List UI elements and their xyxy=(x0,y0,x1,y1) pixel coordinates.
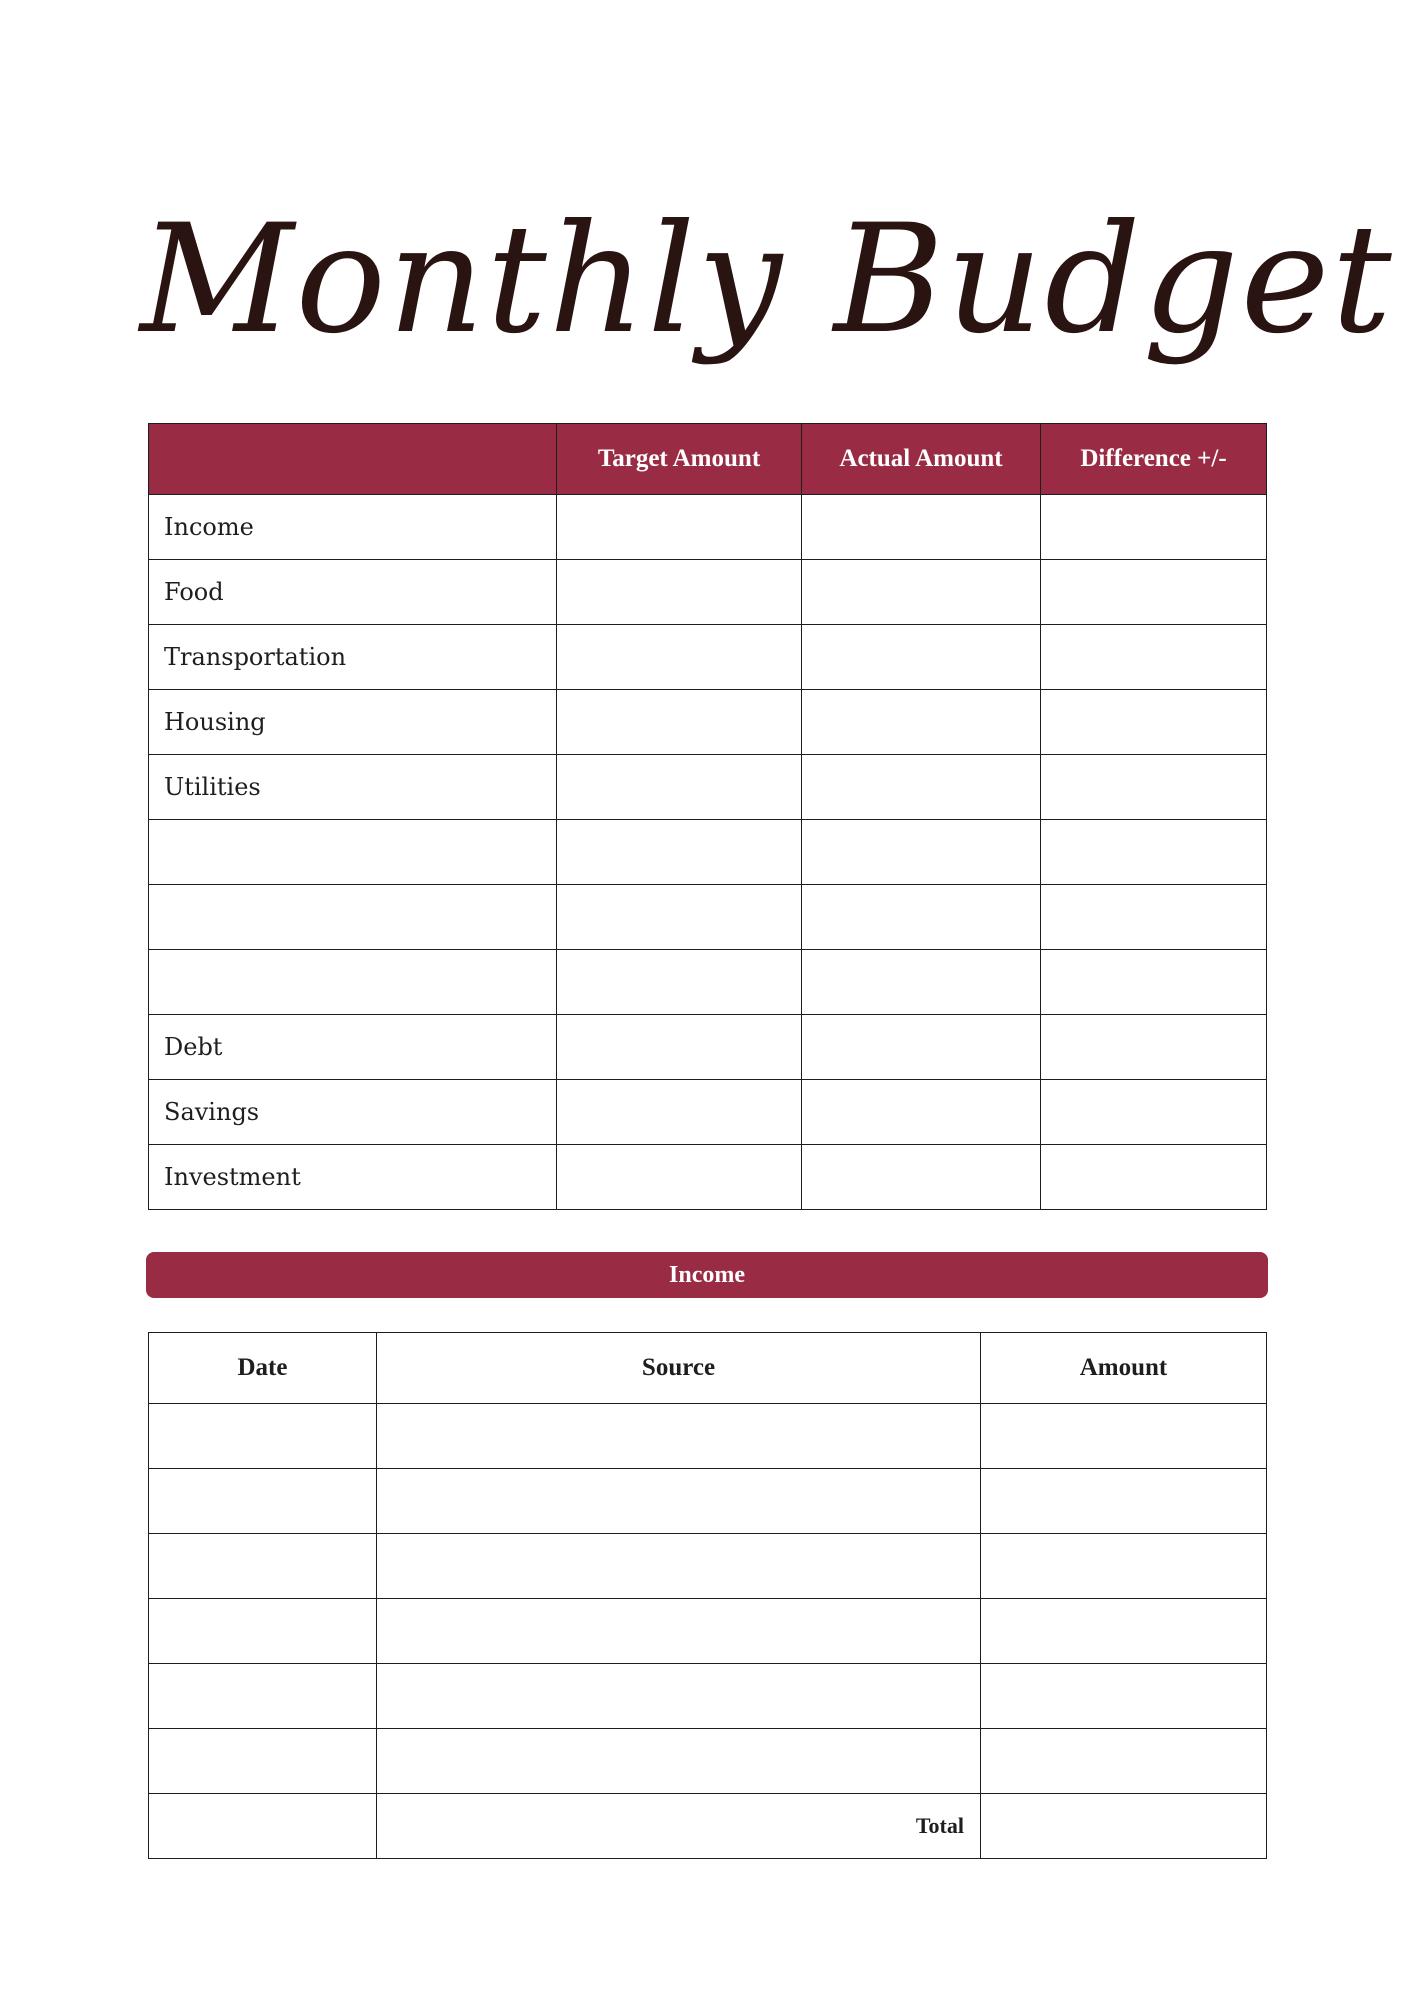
income-table xyxy=(148,1332,1267,1859)
budget-row xyxy=(149,1015,1267,1080)
budget-row xyxy=(149,755,1267,820)
budget-row xyxy=(149,1145,1267,1210)
actual-amount-cell[interactable] xyxy=(802,885,1041,950)
target-amount-cell[interactable] xyxy=(557,495,802,560)
budget-category-cell: Housing xyxy=(149,690,557,755)
target-amount-cell[interactable] xyxy=(557,950,802,1015)
budget-row xyxy=(149,885,1267,950)
budget-table xyxy=(148,423,1267,1210)
actual-amount-cell[interactable] xyxy=(802,625,1041,690)
income-row xyxy=(149,1534,1267,1599)
budget-header-target: Target Amount xyxy=(557,424,802,495)
budget-row xyxy=(149,1080,1267,1145)
income-source-cell[interactable] xyxy=(377,1599,981,1664)
income-date-cell[interactable] xyxy=(149,1599,377,1664)
budget-category-cell: Food xyxy=(149,560,557,625)
income-source-cell[interactable] xyxy=(377,1469,981,1534)
budget-category-cell: Income xyxy=(149,495,557,560)
page-title: Monthly Budget xyxy=(140,193,1394,367)
budget-row xyxy=(149,495,1267,560)
budget-header-difference: Difference +/- xyxy=(1041,424,1267,495)
difference-cell[interactable] xyxy=(1041,885,1267,950)
income-source-cell[interactable] xyxy=(377,1729,981,1794)
income-total-value-cell[interactable] xyxy=(981,1794,1267,1859)
budget-row xyxy=(149,690,1267,755)
target-amount-cell[interactable] xyxy=(557,1080,802,1145)
income-row xyxy=(149,1599,1267,1664)
budget-row xyxy=(149,625,1267,690)
budget-row xyxy=(149,560,1267,625)
actual-amount-cell[interactable] xyxy=(802,1145,1041,1210)
budget-category-cell[interactable] xyxy=(149,885,557,950)
actual-amount-cell[interactable] xyxy=(802,1015,1041,1080)
budget-category-cell: Utilities xyxy=(149,755,557,820)
budget-row xyxy=(149,820,1267,885)
income-total-blank-cell xyxy=(149,1794,377,1859)
income-amount-cell[interactable] xyxy=(981,1404,1267,1469)
target-amount-cell[interactable] xyxy=(557,690,802,755)
income-date-cell[interactable] xyxy=(149,1664,377,1729)
income-amount-cell[interactable] xyxy=(981,1534,1267,1599)
target-amount-cell[interactable] xyxy=(557,1015,802,1080)
difference-cell[interactable] xyxy=(1041,820,1267,885)
target-amount-cell[interactable] xyxy=(557,1145,802,1210)
income-date-cell[interactable] xyxy=(149,1404,377,1469)
actual-amount-cell[interactable] xyxy=(802,495,1041,560)
difference-cell[interactable] xyxy=(1041,625,1267,690)
difference-cell[interactable] xyxy=(1041,755,1267,820)
difference-cell[interactable] xyxy=(1041,560,1267,625)
budget-row xyxy=(149,950,1267,1015)
income-date-cell[interactable] xyxy=(149,1469,377,1534)
actual-amount-cell[interactable] xyxy=(802,560,1041,625)
actual-amount-cell[interactable] xyxy=(802,950,1041,1015)
income-amount-cell[interactable] xyxy=(981,1664,1267,1729)
budget-category-cell: Debt xyxy=(149,1015,557,1080)
income-amount-cell[interactable] xyxy=(981,1469,1267,1534)
income-row xyxy=(149,1729,1267,1794)
difference-cell[interactable] xyxy=(1041,495,1267,560)
difference-cell[interactable] xyxy=(1041,690,1267,755)
target-amount-cell[interactable] xyxy=(557,755,802,820)
difference-cell[interactable] xyxy=(1041,1145,1267,1210)
target-amount-cell[interactable] xyxy=(557,820,802,885)
income-header-date: Date xyxy=(149,1333,377,1404)
actual-amount-cell[interactable] xyxy=(802,690,1041,755)
budget-category-cell: Transportation xyxy=(149,625,557,690)
income-source-cell[interactable] xyxy=(377,1404,981,1469)
actual-amount-cell[interactable] xyxy=(802,1080,1041,1145)
budget-header-category xyxy=(149,424,557,495)
budget-category-cell: Savings xyxy=(149,1080,557,1145)
income-header-amount: Amount xyxy=(981,1333,1267,1404)
budget-header-row xyxy=(149,424,1267,495)
difference-cell[interactable] xyxy=(1041,950,1267,1015)
income-date-cell[interactable] xyxy=(149,1534,377,1599)
income-header-source: Source xyxy=(377,1333,981,1404)
income-date-cell[interactable] xyxy=(149,1729,377,1794)
budget-category-cell[interactable] xyxy=(149,950,557,1015)
income-amount-cell[interactable] xyxy=(981,1729,1267,1794)
income-total-label: Total xyxy=(377,1794,981,1859)
actual-amount-cell[interactable] xyxy=(802,755,1041,820)
budget-category-cell: Investment xyxy=(149,1145,557,1210)
income-amount-cell[interactable] xyxy=(981,1599,1267,1664)
income-row xyxy=(149,1664,1267,1729)
budget-header-actual: Actual Amount xyxy=(802,424,1041,495)
income-row xyxy=(149,1404,1267,1469)
income-source-cell[interactable] xyxy=(377,1534,981,1599)
target-amount-cell[interactable] xyxy=(557,885,802,950)
target-amount-cell[interactable] xyxy=(557,625,802,690)
difference-cell[interactable] xyxy=(1041,1015,1267,1080)
target-amount-cell[interactable] xyxy=(557,560,802,625)
income-total-row xyxy=(149,1794,1267,1859)
income-section-heading: Income xyxy=(146,1252,1268,1298)
actual-amount-cell[interactable] xyxy=(802,820,1041,885)
income-source-cell[interactable] xyxy=(377,1664,981,1729)
difference-cell[interactable] xyxy=(1041,1080,1267,1145)
income-row xyxy=(149,1469,1267,1534)
income-header-row xyxy=(149,1333,1267,1404)
budget-category-cell[interactable] xyxy=(149,820,557,885)
